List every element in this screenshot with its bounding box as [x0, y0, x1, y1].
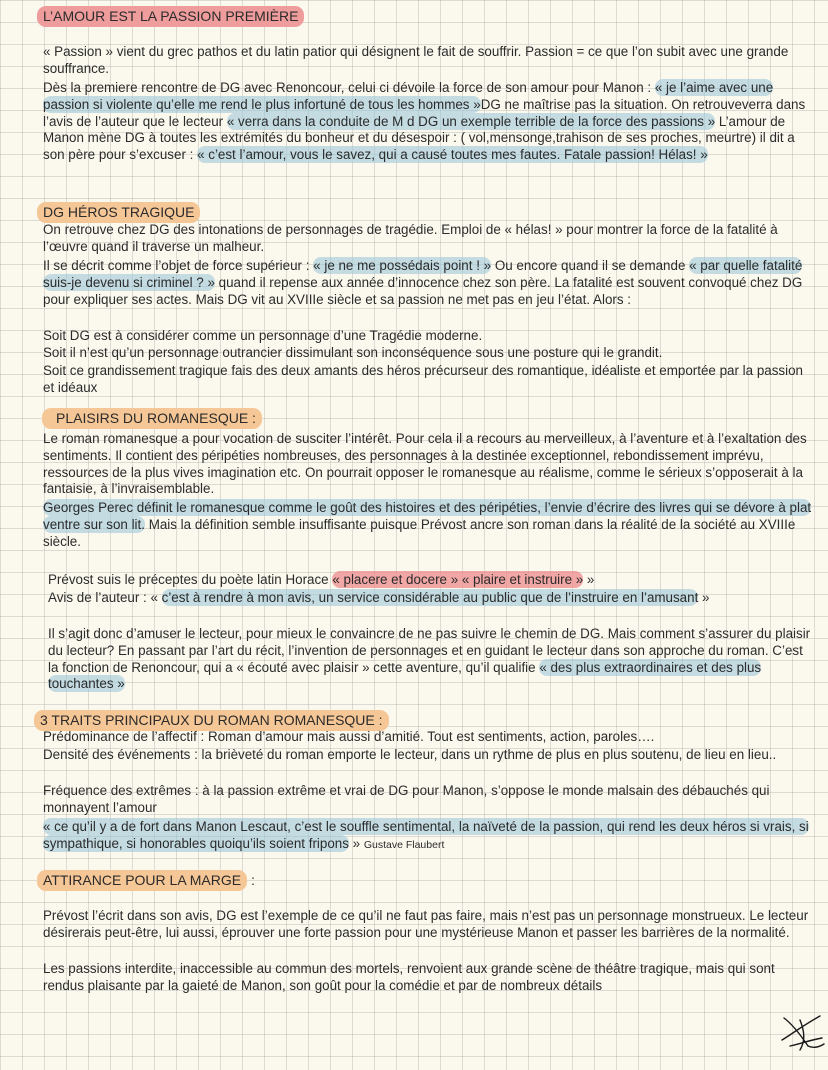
quote-highlight-red: « placere et docere » « plaire et instruire »	[332, 572, 584, 587]
paragraph: Soit il n’est qu’un personnage outrancier dissimulant son inconséquence sous une posture qui le grandit.	[43, 345, 663, 360]
section-title-traits: 3 TRAITS PRINCIPAUX DU ROMAN ROMANESQUE :	[34, 710, 389, 731]
paragraph: Dès la premiere rencontre de DG avec Renoncour, celui ci dévoile la force de son amour pour Manon : « je l’aime avec une passion si violente qu’elle me rend le plus infortuné de tous les hommes »DG ne maîtrise pas la situation. On retrouveverra dans l’avis de l’auteur que le lecteur « verra dans la conduite de M d DG un exemple terrible de la force des passions » L’amour de Manon mène DG à toutes les extrémités du bonheur et du désespoir : ( vol,mensonge,trahison de ses proches, meurtre) il dit a son père pour s’excuser : « c’est l’amour, vous le savez, qui a causé toutes mes fautes. Fatale passion! Hélas! »	[43, 80, 806, 163]
section-title-plaisirs: PLAISIRS DU ROMANESQUE :	[42, 408, 262, 429]
quote-author: Gustave Flaubert	[363, 838, 445, 851]
paragraph: Georges Perec définit le romanesque comme le goût des histoires et des péripéties, l’envie d’écrire des livres qui se dévore à plat ventre sur son lit. Mais la définition semble insuffisante puisque Prévost ancre son roman dans la réalité de la société au XVIIIe siècle.	[43, 500, 812, 549]
paragraph: Soit DG est à considérer comme un personnage d’une Tragédie moderne.	[43, 328, 483, 343]
quote-highlight: « des plus extraordinaires et des plus touchantes »	[48, 659, 762, 692]
paragraph: Les passions interdite, inaccessible au commun des mortels, renvoient aux grande scène de théâtre tragique, mais qui sont rendus plaisante par la gaieté de Manon, son goût pour la comédie et par de nombreux détails	[43, 961, 775, 993]
quote-highlight: « par quelle fatalité suis-je devenu si criminel ? »	[43, 258, 803, 290]
paragraph: Prévost suis le préceptes du poète latin Horace « placere et docere » « plaire et instruire » »	[48, 572, 595, 587]
quote-highlight: « je l’aime avec une passion si violente qu’elle me rend le plus infortuné de tous les hommes »	[43, 80, 774, 112]
quote-highlight: Georges Perec définit le romanesque comme le goût des histoires et des péripéties, l’envie d’écrire des livres qui se dévore à plat ventre sur son lit.	[43, 500, 812, 532]
paragraph: Avis de l’auteur : « c’est à rendre à mon avis, un service considérable au public que de l’instruire en l’amusant »	[48, 590, 710, 605]
signature-icon	[778, 1010, 828, 1056]
paragraph: Il se décrit comme l’objet de force supérieur : « je ne me possédais point ! » Ou encore quand il se demande « par quelle fatalité suis-je devenu si criminel ? » quand il repense aux année d’innocence chez son père. La fatalité est souvent convoqué chez DG pour expliquer ses actes. Mais DG vit au XVIIIe siècle et sa passion ne met pas en jeu l’état. Alors :	[43, 258, 803, 307]
section-title-amour: L’AMOUR EST LA PASSION PREMIÈRE	[37, 6, 304, 27]
paragraph: Prédominance de l’affectif : Roman d’amour mais aussi d’amitié. Tout est sentiments, action, paroles….	[43, 729, 655, 744]
paragraph: Fréquence des extrêmes : à la passion extrême et vrai de DG pour Manon, s’oppose le monde malsain des débauchés qui monnayent l’amour	[43, 783, 770, 815]
paragraph: Densité des événements : la brièveté du roman emporte le lecteur, dans un rythme de plus en plus soutenu, de lieu en lieu..	[43, 747, 777, 762]
section-title-heros: DG HÉROS TRAGIQUE	[37, 202, 200, 223]
quote-highlight: « je ne me possédais point ! »	[313, 258, 492, 273]
section-title-marge: ATTIRANCE POUR LA MARGE :	[37, 870, 255, 891]
paragraph: Le roman romanesque a pour vocation de susciter l’intérêt. Pour cela il a recours au merveilleux, à l’aventure et à l’exaltation des sentiments. Il contient des péripéties nombreuses, des personnages à la destinée exceptionnel, rebondissement imprévu, ressources de la plus vives imagination etc. On pourrait opposer le romanesque au réalisme, comme le sérieux s’opposerait à la fantaisie, à l’invraisemblable.	[43, 431, 807, 497]
paragraph: « ce qu’il y a de fort dans Manon Lescaut, c’est le souffle sentimental, la naïveté de la passion, qui rend les deux héros si vrais, si sympathique, si honorables quoiqu’ils soient fripons » Gustave Flaubert	[43, 819, 809, 851]
paragraph: On retrouve chez DG des intonations de personnages de tragédie. Emploi de « hélas! » pour montrer la force de la fatalité à l’œuvre quand il traverse un malheur.	[43, 222, 778, 254]
paragraph: Prévost l’écrit dans son avis, DG est l’exemple de ce qu’il ne faut pas faire, mais n’est pas un personnage monstrueux. Le lecteur désirerais peut-être, lui aussi, éprouver une forte passion pour une mystérieuse Manon et passer les barrières de la normalité.	[43, 908, 809, 940]
paragraph: Soit ce grandissement tragique fais des deux amants des héros précurseur des romantique, idéaliste et emportée par la passion et idéaux	[43, 363, 803, 395]
quote-highlight: « verra dans la conduite de M d DG un exemple terrible de la force des passions »	[226, 113, 716, 129]
paragraph: « Passion » vient du grec pathos et du latin patior qui désignent le fait de souffrir. Passion = ce que l’on subit avec une grande souffrance.	[43, 44, 789, 76]
quote-highlight: « c’est l’amour, vous le savez, qui a causé toutes mes fautes. Fatale passion! Hélas! »	[197, 147, 708, 163]
quote-highlight: « ce qu’il y a de fort dans Manon Lescaut, c’est le souffle sentimental, la naïveté de la passion, qui rend les deux héros si vrais, si sympathique, si honorables quoiqu’ils soient fripons	[43, 819, 809, 851]
quote-highlight: c’est à rendre à mon avis, un service considérable au public que de l’instruire en l’amusant	[161, 590, 699, 605]
paragraph: Il s’agit donc d’amuser le lecteur, pour mieux le convaincre de ne pas suivre le chemin de DG. Mais comment s’assurer du plaisir du lecteur? En passant par l’art du récit, l’invention de personnages et en guidant le lecteur dans son approche du roman. C’est la fonction de Renoncour, qui a « écouté avec plaisir » cette aventure, qu’il qualifie « des plus extraordinaires et des plus touchantes »	[48, 626, 811, 692]
